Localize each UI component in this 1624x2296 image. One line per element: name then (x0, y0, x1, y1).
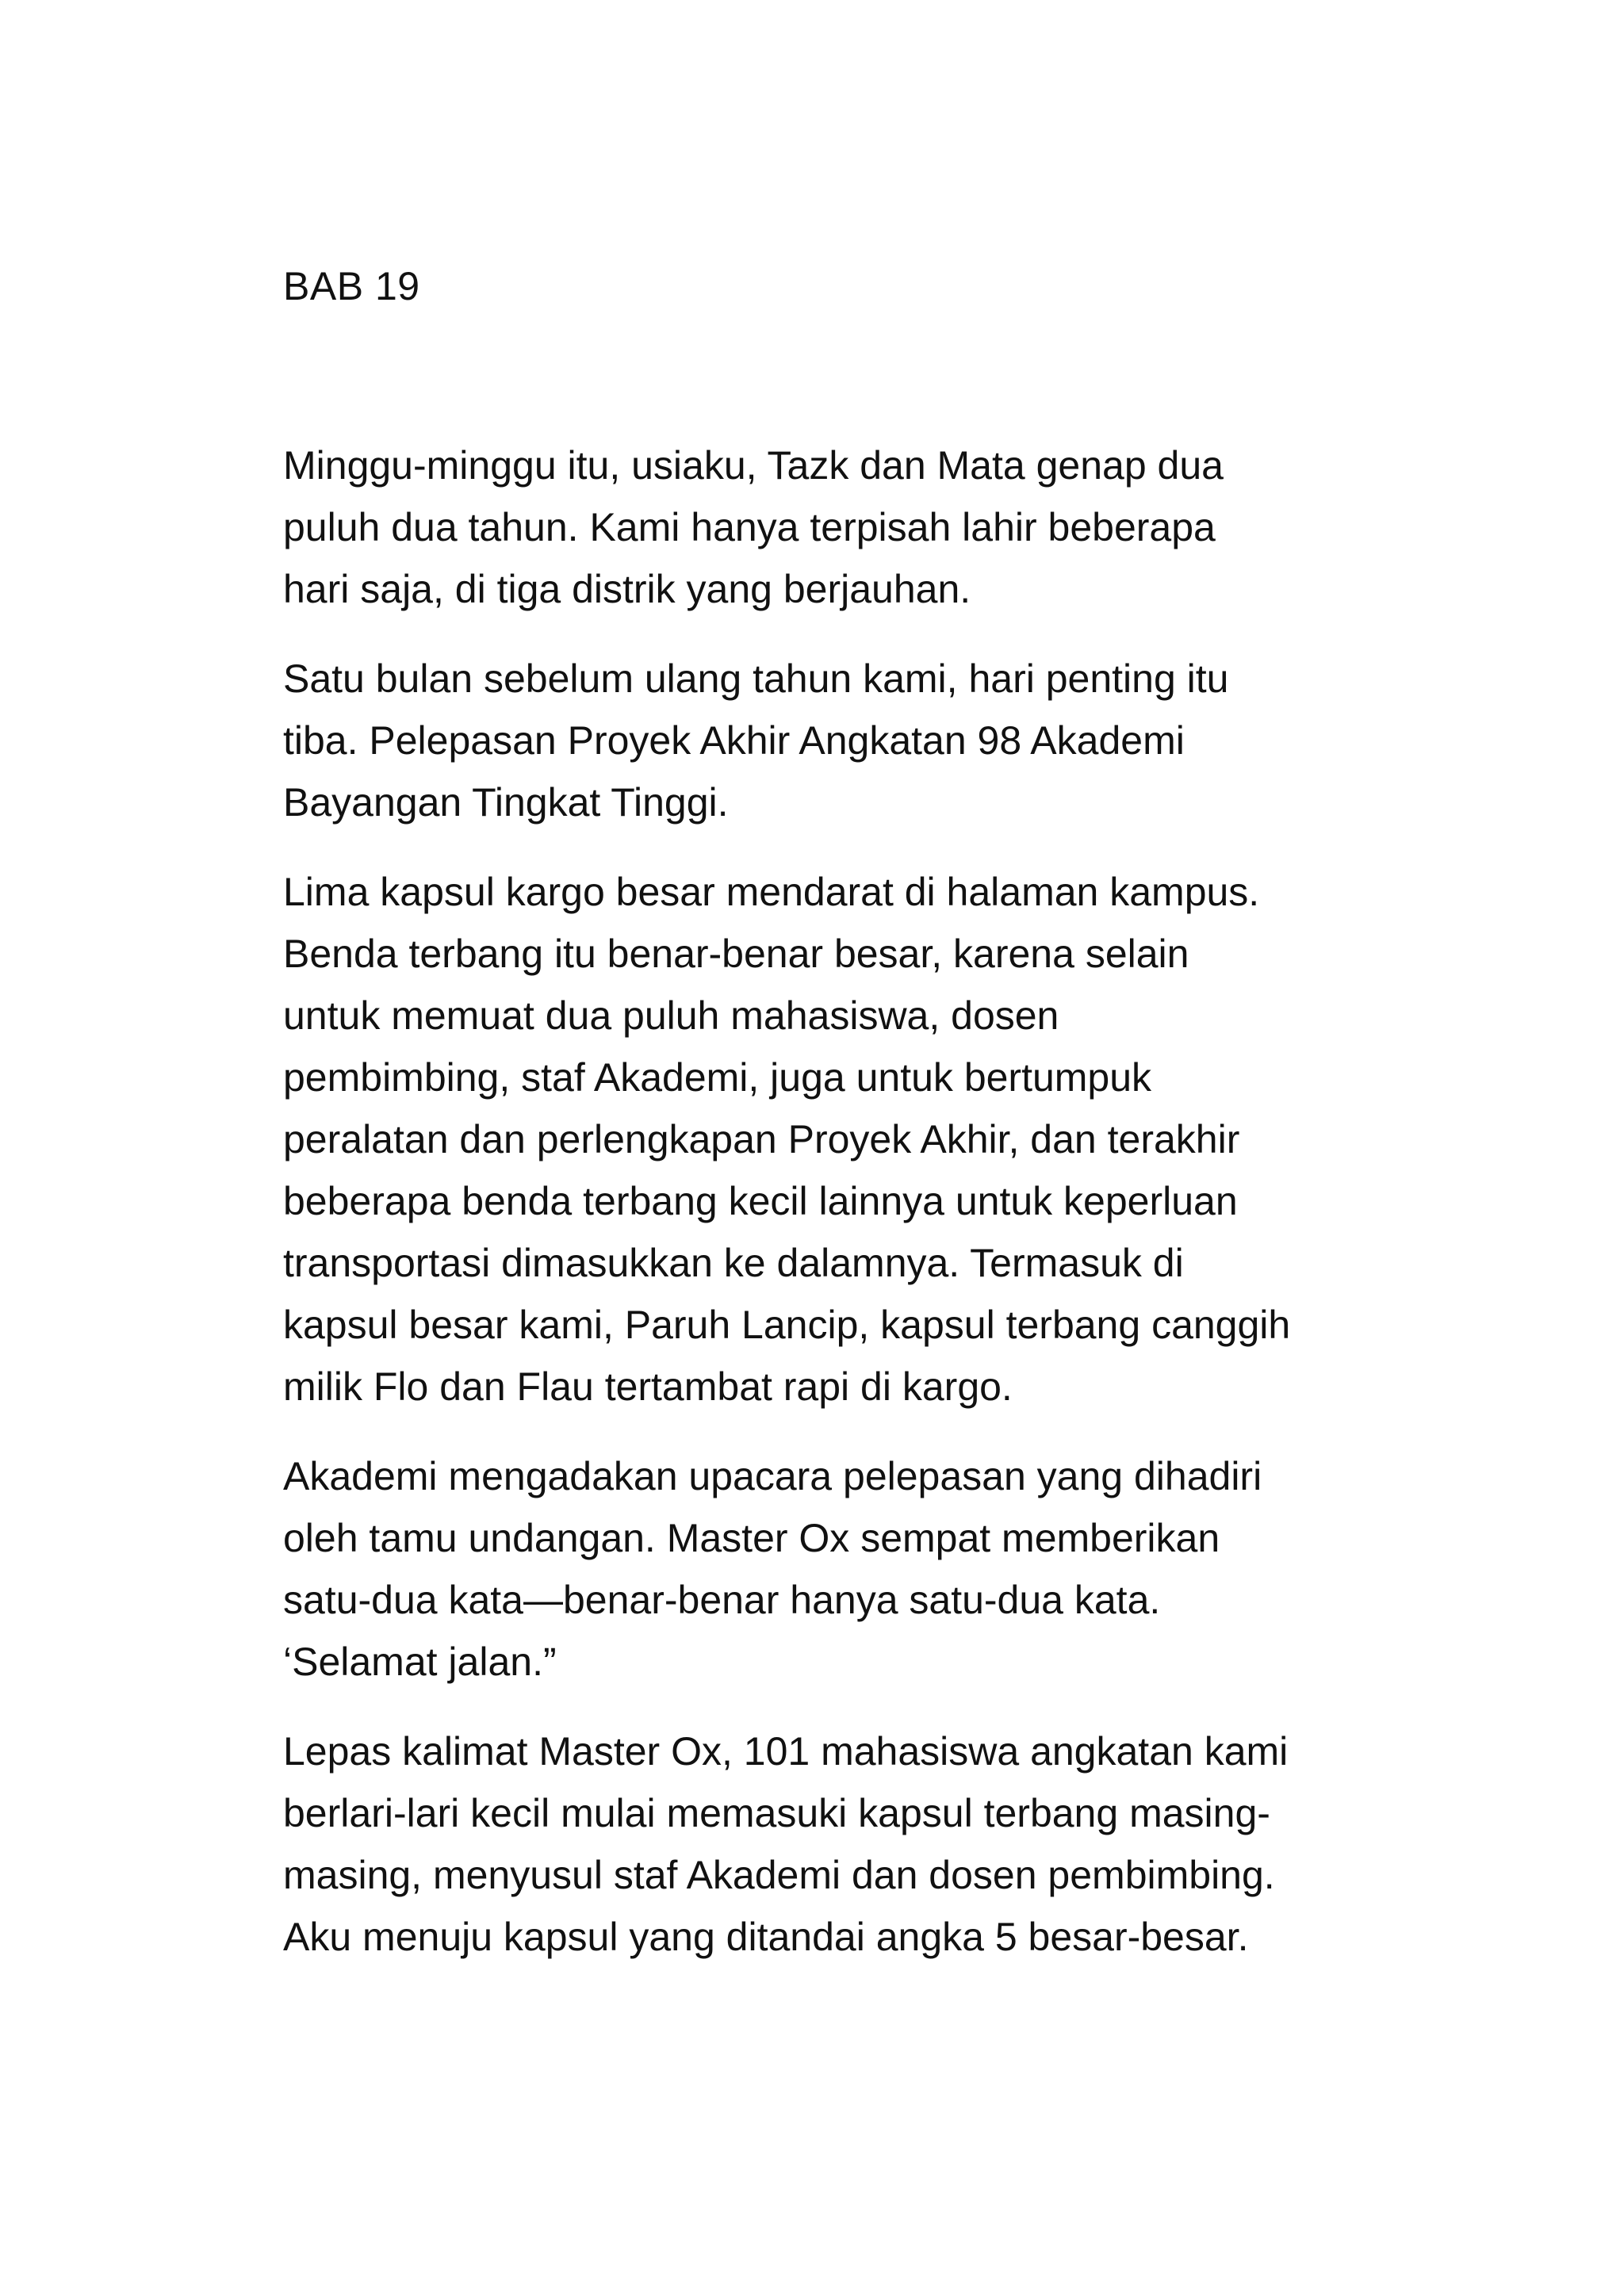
text-line: Benda terbang itu benar-benar besar, karena selain (283, 932, 1189, 976)
text-line: Satu bulan sebelum ulang tahun kami, hari penting itu (283, 656, 1229, 701)
text-line: Lepas kalimat Master Ox, 101 mahasiswa angkatan kami (283, 1729, 1289, 1774)
text-line: transportasi dimasukkan ke dalamnya. Termasuk di (283, 1241, 1184, 1285)
text-line: peralatan dan perlengkapan Proyek Akhir, dan terakhir (283, 1117, 1240, 1161)
paragraph-3 (283, 861, 1369, 1418)
chapter-body (283, 434, 1369, 1996)
text-line: tiba. Pelepasan Proyek Akhir Angkatan 98 Akademi (283, 718, 1185, 763)
text-line: puluh dua tahun. Kami hanya terpisah lahir beberapa (283, 505, 1216, 549)
text-line: masing, menyusul staf Akademi dan dosen pembimbing. (283, 1853, 1275, 1897)
text-line: oleh tamu undangan. Master Ox sempat memberikan (283, 1516, 1220, 1560)
text-line: hari saja, di tiga distrik yang berjauhan. (283, 567, 971, 611)
text-line: Minggu-minggu itu, usiaku, Tazk dan Mata genap dua (283, 443, 1224, 488)
text-line: Akademi mengadakan upacara pelepasan yang dihadiri (283, 1454, 1262, 1498)
text-line: satu-dua kata—benar-benar hanya satu-dua kata. (283, 1578, 1161, 1622)
text-line: Lima kapsul kargo besar mendarat di halaman kampus. (283, 870, 1260, 914)
chapter-title: BAB 19 (283, 264, 420, 308)
text-line: kapsul besar kami, Paruh Lancip, kapsul terbang canggih (283, 1303, 1291, 1347)
text-line: pembimbing, staf Akademi, juga untuk bertumpuk (283, 1055, 1152, 1100)
text-line: untuk memuat dua puluh mahasiswa, dosen (283, 993, 1059, 1038)
paragraph-4 (283, 1445, 1369, 1693)
text-line: Aku menuju kapsul yang ditandai angka 5 besar-besar. (283, 1915, 1249, 1959)
paragraph-5 (283, 1720, 1369, 1968)
paragraph-2 (283, 648, 1369, 833)
text-line: Bayangan Tingkat Tinggi. (283, 780, 729, 825)
text-line: beberapa benda terbang kecil lainnya untuk keperluan (283, 1179, 1238, 1223)
text-line: ‘Selamat jalan.” (283, 1640, 557, 1684)
text-line: milik Flo dan Flau tertambat rapi di kargo. (283, 1364, 1013, 1409)
paragraph-1 (283, 434, 1369, 620)
text-line: berlari-lari kecil mulai memasuki kapsul terbang masing- (283, 1791, 1270, 1835)
